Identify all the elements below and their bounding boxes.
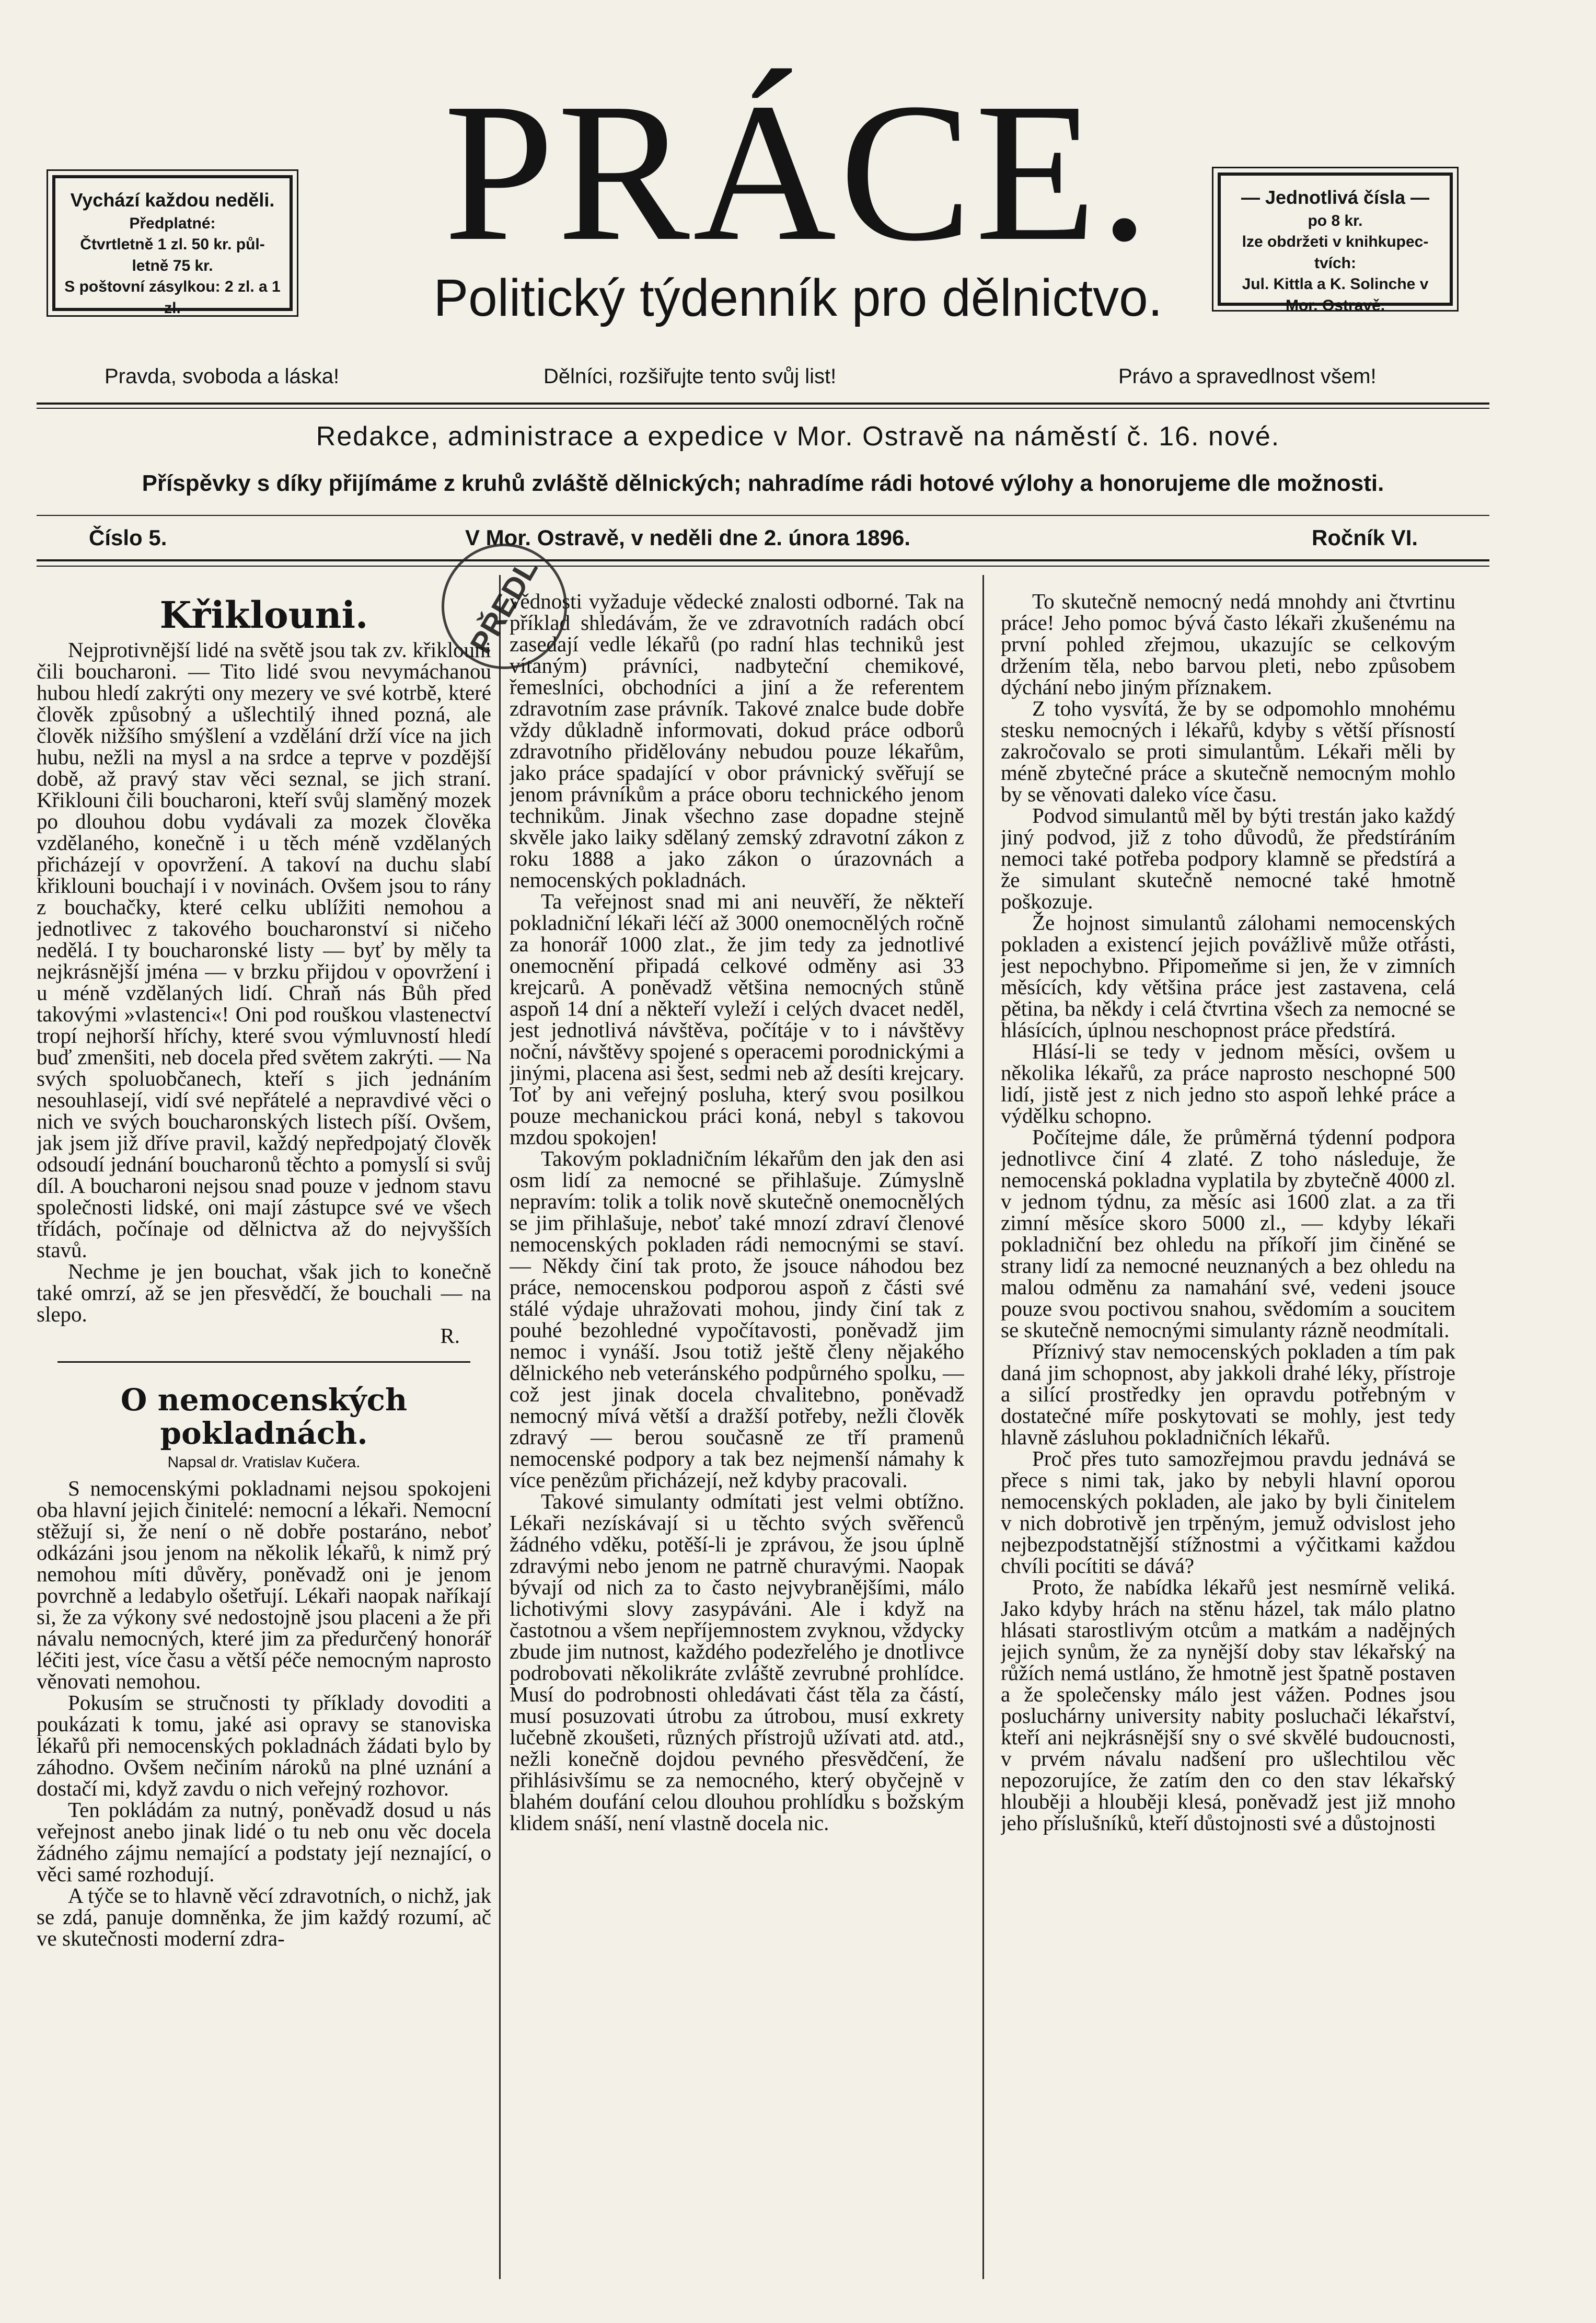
subscription-box-line: Vychází každou neděli. (70, 189, 275, 211)
library-stamp: PŘEDL (419, 521, 590, 692)
article-paragraph: A týče se to hlavně věcí zdravotních, o nichž, jak se zdá, panuje domněnka, že jim každý rozumí, ač ve skutečnosti moderní zdra- (37, 1883, 491, 1950)
article-paragraph: Proč přes tuto samozřejmou pravdu jednává se přece s nimi tak, jako by nebyli hlavní oporou nemocenských pokladen, ale jako by byli činitelem v nich dobrotivě jen trpěným, jemuž odvislost jeho nejbezpodstatnější stížnostmi a výčitkami každou chvíli pocítiti se dává? (1001, 1446, 1455, 1578)
article-paragraph: Počítejme dále, že průměrná týdenní podpora jednotlivce činí 4 zlaté. Z toho následuje, že nemocenská pokladna vyplatila by zbytečně 4000 zl. v jednom týdnu, za měsíc asi 1600 zlat. a za tři zimní měsíce skoro 5000 zl., — kdyby lékaři pokladniční bez ohledu na příkoří jim činěné se strany lidí za nemocné neuznaných a bez ohledu na malou odměnu za namahání své, vedeni jsouce pouze svou poctivou snahou, svědomím a soucitem se skutečně nemocnými simulanty rázně neodmítali. (1001, 1125, 1455, 1342)
article-paragraph: S nemocenskými pokladnami nejsou spokojeni oba hlavní jejich činitelé: nemocní a lékaři. Nemocní stěžují si, že není o ně dobře postaráno, neboť odkázáni jsou jenom na několik lékařů, k nimž prý nemohou míti důvěry, poněvadž oni je jenom povrchně a ledabylo ošetřují. Lékaři naopak naříkají si, že za výkony své nedostojně jsou placeni a že při návalu nemocných, které jim za předurčený honorář léčiti jest, více času a větší péče nemocným naprosto věnovati nemohou. (37, 1476, 491, 1693)
article-paragraph: Takové simulanty odmítati jest velmi obtížno. Lékaři nezískávají si u těchto svých svěřenců žádného vděku, potěší-li je zprávou, že jsou úplně zdravými nebo jenom ne patrně churavými. Naopak bývají od nich za to často nejvybranějšími, málo lichotivými slovy zasypáváni. Ale i když na častotnou a všem nepříjemnostem zvyknou, vždycky zbude jim nutnost, každého podezřelého je dnotlivce podrobovati několikráte zvláště zevrubné prohlídce. Musí do podrobnosti ohledávati část těla za částí, musí posuzovati útrobu za útrobou, musí exkrety lučebně zkoušeti, různých přístrojů užívati atd. atd., nežli konečně dojdou pevného přesvědčení, že přihlásivšímu se za nemocného, který obyčejně v blahém doufání celou dlouhou prohlídku s božským klidem snáší, není vlastně docela nic. (510, 1489, 964, 1835)
article-paragraph: Že hojnost simulantů zálohami nemocenských pokladen a existencí jejich povážlivě může otřásti, jest nepochybno. Připomeňme si jen, že v zimních měsících, kdy většina práce jest zastavena, celá pětina, ba někdy i celá čtvrtina všech za nemocné se hlásících, úplnou neschopnost práce předstírá. (1001, 911, 1455, 1042)
column-rule (982, 575, 984, 2279)
issue-number: Číslo 5. (89, 525, 167, 550)
single-issue-box (1218, 172, 1453, 314)
contributions-note: Příspěvky s díky přijímáme z kruhů zvláště dělnických; nahradíme rádi hotové výlohy a honorujeme dle možnosti. (142, 470, 1384, 496)
header-rule (37, 402, 1489, 405)
single-issue-box-line: po 8 kr. (1308, 212, 1363, 229)
newspaper-subtitle: Politický týdenník pro dělnictvo. (433, 269, 1163, 327)
column-2 (510, 591, 964, 2290)
column-1 (37, 591, 491, 2290)
article-paragraph: Proto, že nabídka lékařů jest nesmírně veliká. Jako kdyby hrách na stěnu házel, tak málo platno hlásati starostlivým otcům a matkám a nadějných jejich synům, že za nynější doby stav lékařský na růžích nemá ustláno, že hmotně jest špatně postaven a že společensky málo jest vážen. Podnes jsou posluchárny university nabity posluchači lékařství, kteří ani nejkrásnější sny o své skvělé budoucnosti, v prvém návalu nadšení pro ušlechtilou věc nepozorujíce, že zatím den co den stav lékařský hlouběji a hlouběji klesá, poněvadž jest již mnoho jeho příslušníků, kteří důstojnosti své a důstojnosti (1001, 1575, 1455, 1835)
subscription-box-line: Čtvrtletně 1 zl. 50 kr. půl-letně 75 kr. (80, 236, 265, 274)
article-title: Křiklouni. (159, 593, 368, 637)
subscription-box-line: S poštovní zásylkou: 2 zl. a 1 zl. (64, 278, 281, 317)
issue-volume: Ročník VI. (1312, 525, 1418, 550)
single-issue-box-line: Jul. Kittla a K. Solinche v Mor. Ostravě. (1242, 275, 1429, 314)
article-paragraph: Podvod simulantů měl by býti trestán jako každý jiný podvod, již z toho důvodů, že předstíráním nemoci také potřeba podpory klamně se předstírá a že simulant skutečně nemocné také hmotně poškozuje. (1001, 803, 1455, 913)
motto-center: Dělníci, rozšiřujte tento svůj list! (543, 365, 837, 388)
newspaper-title: PRÁCE. (444, 62, 1152, 282)
article-author: Napsal dr. Vratislav Kučera. (167, 1453, 361, 1471)
issue-rule-top (37, 515, 1489, 516)
single-issue-box-line: lze obdržeti v knihkupec-tvích: (1242, 233, 1429, 272)
article-title: O nemocenských pokladnách. (120, 1382, 408, 1451)
column-3 (1001, 591, 1455, 2290)
article-paragraph: Příznivý stav nemocenských pokladen a tím pak daná jim schopnost, aby jakkoli drahé léky, přístroje a silící prostředky jen opravdu potřebným v dostatečné míře poskytovati se mohly, jest tedy hlavně zásluhou pokladničních lékařů. (1001, 1339, 1455, 1449)
article-paragraph: Ten pokládám za nutný, poněvadž dosud u nás veřejnost anebo jinak lidé o tu neb onu věc docela žádného zájmu nemající a podstaty její neznající, o věci samé rozhodují. (37, 1797, 491, 1886)
article-paragraph: Hlásí-li se tedy v jednom měsíci, ovšem u několika lékařů, za práce naprosto neschopné 500 lidí, jistě jest z nich jedno sto aspoň lehké práce a výdělku schopno. (1001, 1039, 1455, 1128)
header-rule-thin (37, 408, 1489, 409)
issue-rule-bottom-thin (37, 566, 1489, 567)
article-paragraph: Ta veřejnost snad mi ani neuvěří, že někteří pokladniční lékaři léčí až 3000 onemocnělých ročně za honorář 1000 zlat., že jim tedy za jednotlivé onemocnění připadá celkové odměny asi 33 krejcarů. A poněvadž většina nemocných stůně aspoň 14 dní a někteří vyleží i celých dvacet neděl, jest jednotlivá návštěva, počítáje v to i návštěvy noční, návštěvy spojené s operacemi porodnickými a jinými, placena asi šest, sedmi neb až desíti krejcary. Toť by ani veřejný posluha, který svou posilkou pouze mechanickou práci koná, nebyl s takovou mzdou spokojen! (510, 889, 964, 1149)
article-paragraph: vědnosti vyžaduje vědecké znalosti odborné. Tak na příklad shledávám, že ve zdravotních radách obcí zasedají vedle lékařů (po radní hlas techniků jest vítaným) právníci, nadbyteční chemikové, řemeslníci, obchodníci a jiní a že referentem zdravotním zase právník. Takové znalce bude dobře vždy důkladně informovati, dokud práce odborů zdravotního přidělovány nebudou pouze lékařům, jako práce spadající v obor právnický svěřují se jenom právníkům a práce oboru technického jenom technikům. Jinak všechno zase dopadne stejně skvěle jako laiky sdělaný zemský zdravotní zákon z roku 1888 a jako zákon o úrazovnách a nemocenských pokladnách. (510, 591, 964, 892)
article-paragraph: Nejprotivnější lidé na světě jsou tak zv. křiklouni čili boucharoni. — Tito lidé svou nevymáchanou hubou hledí zakrýti ony mezery ve své kotrbě, které člověk způsobný a ušlechtilý ihned pozná, ale člověk nižšího smýšlení a vzdělání drží více na jich hubu, nežli na mysl a na srdce a teprve v pozdější době, až pravý stav věci seznal, se jich straní. Křiklouni čili boucharoni, kteří svůj slaměný mozek po dlouhou dobu vydávali za mozek člověka vzdělaného, konečně i u těch méně vzdělaných přicházejí v opovržení. A takoví na duchu slabí křiklouni bouchají i v novinách. Ovšem jsou to rány z bouchačky, které celku ublížiti nemohou a jednotlivec z takového boucharonství si ničeho nedělá. I ty boucharonské listy — byť by měly ta nejkrásnější jména — v brzku přijdou v opovržení i u méně vzdělaných lidí. Chraň nás Bůh před takovými »vlastenci«! Oni pod rouškou vlastenectví tropí nejhorší hříchy, které svou výmluvností hledí buď zmenšiti, neb docela před světem zakrýti. — Na svých spoluobčanech, kteří s jich jednáním nesouhlasejí, vidí své nepřátelé a nepravdivé věci o nich ve svých boucharonských listech píší. Ovšem, jak jsem již dříve pravil, každý nepředpojatý člověk odsoudí jednání boucharonů těchto a pomyslí si svůj díl. A boucharoni nejsou snad pouze v jednom stavu společnosti lidské, oni mají zástupce své ve všech třídách, počínaje od dělnictva až do nejvyšších stavů. (37, 638, 491, 1262)
editorial-address: Redakce, administrace a expedice v Mor. Ostravě na náměstí č. 16. nové. (316, 421, 1280, 452)
article-paragraph: Z toho vysvítá, že by se odpomohlo mnohému stesku nemocných i lékařů, kdyby s větší přísností zakročovalo se proti simulantům. Lékaři měli by méně zbytečné práce a skutečně nemocným mohlo by se věnovati daleko více času. (1001, 696, 1455, 806)
issue-rule-bottom (37, 559, 1489, 561)
article-paragraph: Pokusím se stručnosti ty příklady dovoditi a poukázati k tomu, jaké asi opravy se stanoviska lékařů při nemocenských pokladnách žádati bylo by záhodno. Ovšem nečiním nároků na plné uznání a dostačí mi, když zavdu o nich veřejný rozhovor. (37, 1690, 491, 1800)
single-issue-box-line: — Jednotlivá čísla — (1241, 187, 1430, 208)
article-separator (57, 1361, 470, 1363)
article-paragraph: Takovým pokladničním lékařům den jak den asi osm lidí za nemocné se přihlašuje. Zúmyslně nepravím: tolik a tolik nově skutečně onemocnělých se jim přihlašuje, neboť také mnozí zdraví členové nemocenských pokladen rádi nemocnými se staví. — Někdy činí tak proto, že jsouce náhodou bez práce, nemocenskou podporou aspoň z části své stálé výdaje uhražovati mohou, jindy činí tak z pouhé bezohledné vypočítavosti, poněvadž jim nemoc i vynáší. Jsou totiž ještě členy nějakého dělnického neb veteránského podpůrného spolku, — což jest jinak docela chvalitebno, poněvadž nemocný mívá větší a dražší potřeby, nežli člověk zdravý — berou současně ze tří pramenů nemocenské podpory a tak bez nejmenší námahy k více penězům přicházejí, než kdyby pracovali. (510, 1146, 964, 1492)
motto-right: Právo a spravedlnost všem! (1118, 365, 1377, 388)
article-paragraph: Nechme je jen bouchat, však jich to konečně také omrzí, až se jen přesvědčí, že bouchali — na slepo. (37, 1259, 491, 1326)
article-paragraph: To skutečně nemocný nedá mnohdy ani čtvrtinu práce! Jeho pomoc bývá často lékaři zkušenému na první pohled zřejmou, ukazujíc se celkovým držením těla, nebo barvou pleti, nebo způsobem dýchání nebo jiným příznakem. (1001, 591, 1455, 699)
issue-date: V Mor. Ostravě, v neděli dne 2. února 1896. (465, 525, 910, 550)
subscription-box-line: Předplatné: (129, 214, 216, 232)
column-rule (499, 575, 501, 2279)
motto-left: Pravda, svoboda a láska! (105, 365, 340, 388)
article-signature: R. (440, 1324, 460, 1348)
